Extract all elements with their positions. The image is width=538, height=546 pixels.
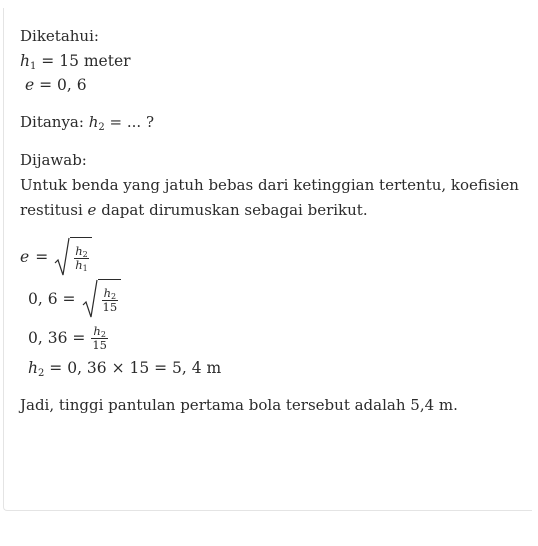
known-heading: Diketahui: [20, 27, 99, 45]
radical-sign [54, 237, 70, 277]
formula-line-3: 0, 36 = $\frac{h_2}{15}$ [28, 323, 107, 352]
known-h1: $h_1 = 15$ meter [20, 52, 131, 72]
formula-line-4: $h_2 = 0$, 36 × 15 = 5, 4 m [28, 359, 222, 379]
conclusion-text: Jadi, tinggi pantulan pertama bola tersebut adalah 5,4 m. [20, 396, 458, 414]
answer-heading: Dijawab: [20, 151, 87, 169]
fraction-h2-15: $\frac{h_2}{15}$ [102, 286, 118, 314]
square-root [54, 237, 92, 277]
asked-line: Ditanya: $h_2$ = ... ? [20, 113, 154, 133]
formula-line-1: e = $\frac{h_2}{h_1}$ [20, 236, 525, 278]
solution-card [3, 8, 532, 511]
known-e: e = 0, 6 [25, 76, 87, 94]
radical-sign [82, 279, 98, 319]
fraction-h2-15: $\frac{h_2}{15}$ [92, 323, 107, 352]
formula-line-2: 0, 6 = $\frac{h_2}{15}$ [20, 278, 525, 320]
square-root [82, 279, 122, 319]
fraction-h2-h1: $\frac{h_2}{h_1}$ [75, 244, 88, 273]
solution-content [20, 24, 525, 419]
answer-intro: Untuk benda yang jatuh bebas dari ketinggian tertentu, koefisien restitusi e dapat dirumuskan sebagai berikut. [20, 176, 519, 219]
